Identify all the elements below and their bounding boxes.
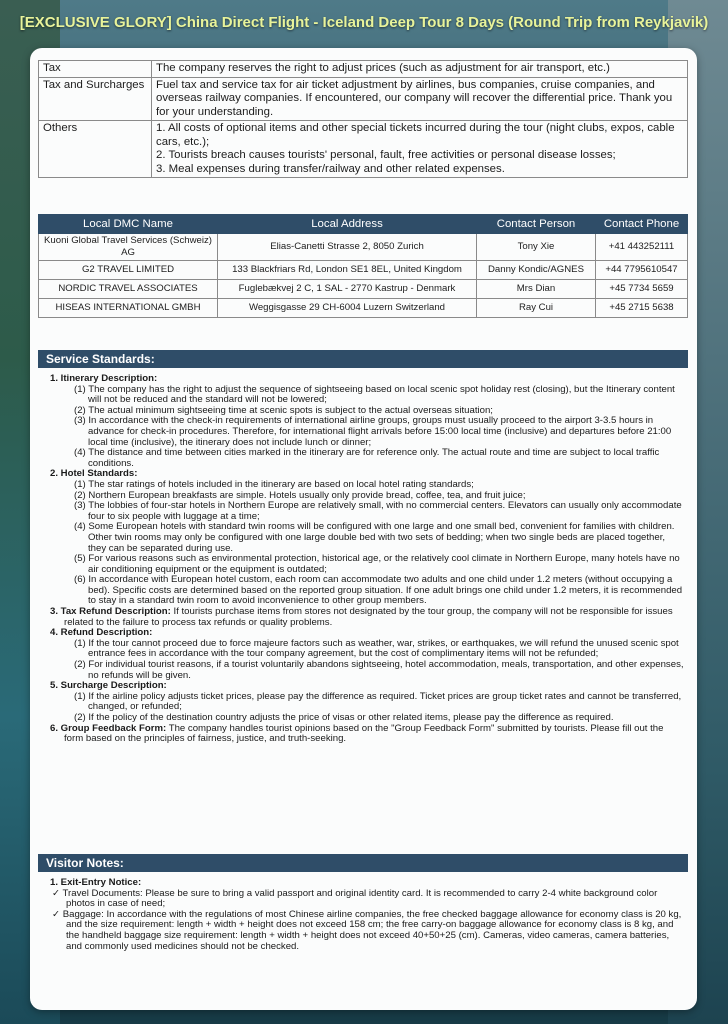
table-row [39,280,688,299]
table-row [39,234,688,261]
feedback-paragraph: 6. Group Feedback Form: The company handles tourist opinions based on the "Group Feedback Form" submitted by tourists. Please fill out the form based on the principles of fairness, justice, and truth-seeking. [50,722,664,745]
table-row [39,299,688,318]
dmc-address: Weggisgasse 29 CH-6004 Luzern Switzerland [218,299,477,318]
table-row [39,121,688,178]
list-item: (5) For various reasons such as environmental protection, historical age, or the relatively cool climate in Northern Europe, many hotels have no air conditioning equipment or the equipment is outdated; [74,553,680,575]
document-panel [30,48,697,1010]
list-item: (1) The star ratings of hotels included in the itinerary are based on local hotel rating standards; [74,478,474,490]
service-standards-heading: Service Standards: [38,350,688,368]
section-heading: 1. Exit-Entry Notice: [50,877,142,888]
fee-value: Fuel tax and service tax for air ticket adjustment by airlines, bus companies, cruise companies, and overseas railway companies. If encountered, our company will recover the differential price. Thank you for your understanding. [152,77,688,121]
list-item: (1) The company has the right to adjust the sequence of sightseeing based on local scenic spot holiday rest (closing), but the Itinerary content will not be reduced and the standard will not be lowered; [74,383,675,406]
service-standards-body [44,374,684,745]
col-header-address: Local Address [218,215,477,234]
section-heading: 4. Refund Description: [50,627,153,639]
table-row [39,261,688,280]
list-item: (1) If the airline policy adjusts ticket prices, please pay the difference as required. Ticket prices are group ticket rates and cannot be transferred, changed, or refunded; [74,690,682,713]
section-heading: 3. Tax Refund Description: [50,606,171,618]
fees-table [38,60,688,178]
dmc-person: Mrs Dian [477,280,596,299]
col-header-name: Local DMC Name [39,215,218,234]
list-item: (2) The actual minimum sightseeing time at scenic spots is subject to the actual overseas situation; [74,404,493,416]
table-row [39,61,688,78]
section-heading: 2. Hotel Standards: [50,468,138,480]
fee-key: Tax and Surcharges [39,77,152,121]
checkmark-icon: ✓ [52,908,61,920]
dmc-phone: +41 443252111 [596,234,688,261]
list-item: ✓ Baggage: In accordance with the regulations of most Chinese airline companies, the free checked baggage allowance for economy class is 20 kg, and the size requirement: length + width + height does not exceed 158 cm; the free carry-on baggage allowance for economy class is 8 kg, and the handheld baggage size requirement: length + width + height does not exceed 40+50+25 (cm). Cameras, video cameras, camera batteries, and commonly used medicines should not be checked. [52,908,682,952]
list-item: (3) In accordance with the check-in requirements of international airline groups, groups must usually proceed to the airport 3-3.5 hours in advance for check-in procedures. Therefore, for international flight arrivals before 15:00 local time (inclusive) and departures before 21:00 local time (inclusive), the itinerary does not include lunch or dinner; [74,415,672,448]
dmc-person: Ray Cui [477,299,596,318]
dmc-address: Fuglebækvej 2 C, 1 SAL - 2770 Kastrup - Denmark [218,280,477,299]
dmc-phone: +44 7795610547 [596,261,688,280]
list-item: (3) The lobbies of four-star hotels in Northern Europe are relatively small, with no commercial centers. Elevators can usually only accommodate four to six people with luggage at a time; [74,500,682,522]
dmc-person: Danny Kondic/AGNES [477,261,596,280]
dmc-table [38,214,688,318]
dmc-phone: +45 7734 5659 [596,280,688,299]
list-item: (4) Some European hotels with standard twin rooms will be configured with one large and one small bed, convenient for families with children. Other twin rooms may only be configured with one large double bed with two sets of bedding; when two single beds are placed together, they can be separated during use. [74,521,675,554]
list-item: (6) In accordance with European hotel custom, each room can accommodate two adults and one child under 1.2 meters (without occupying a bed). Specific costs are determined based on the reported group situation. If one adult brings one child under 1.2 meters, it is recommended to stay in a standard twin room to avoid inconvenience to other group members. [74,574,683,607]
col-header-phone: Contact Phone [596,215,688,234]
dmc-name: HISEAS INTERNATIONAL GMBH [39,299,218,318]
dmc-phone: +45 2715 5638 [596,299,688,318]
list-item: (2) Northern European breakfasts are simple. Hotels usually only provide bread, coffee, tea, and fruit juice; [74,489,526,501]
table-row [39,77,688,121]
table-header-row [39,215,688,234]
dmc-address: Elias-Canetti Strasse 2, 8050 Zurich [218,234,477,261]
dmc-person: Tony Xie [477,234,596,261]
visitor-notes-body [44,878,684,952]
checkmark-icon: ✓ [52,887,61,899]
list-item: (2) For individual tourist reasons, if a tourist voluntarily abandons sightseeing, hotel accommodation, meals, transportation, and other expenses, no refunds will be given. [74,659,684,681]
fee-value: 1. All costs of optional items and other special tickets incurred during the tour (night clubs, expos, cable cars, etc.); 2. Tourists breach causes tourists' personal, fault, free activities or personal disease losses; 3. Meal expenses during transfer/railway and other related expenses. [152,121,688,178]
fee-key: Others [39,121,152,178]
dmc-name: Kuoni Global Travel Services (Schweiz) AG [39,234,218,261]
col-header-person: Contact Person [477,215,596,234]
visitor-notes-heading: Visitor Notes: [38,854,688,872]
fee-key: Tax [39,61,152,78]
section-heading: 6. Group Feedback Form: [50,722,167,734]
section-heading: 5. Surcharge Description: [50,680,167,692]
dmc-address: 133 Blackfriars Rd, London SE1 8EL, United Kingdom [218,261,477,280]
dmc-name: G2 TRAVEL LIMITED [39,261,218,280]
dmc-name: NORDIC TRAVEL ASSOCIATES [39,280,218,299]
list-item: (1) If the tour cannot proceed due to force majeure factors such as weather, war, strikes, or earthquakes, we will refund the unused scenic spot entrance fees in accordance with the tour company agreement, but the cost of complimentary items will not be refunded; [74,637,679,660]
section-heading: 1. Itinerary Description: [50,373,158,384]
fee-value: The company reserves the right to adjust prices (such as adjustment for air transport, etc.) [152,61,688,78]
list-item: (2) If the policy of the destination country adjusts the price of visas or other related items, please pay the difference as required. [74,712,614,723]
tax-refund-paragraph: 3. Tax Refund Description: If tourists purchase items from stores not designated by the tour group, the company will not be responsible for issues related to the failure to process tax refunds or quality problems. [50,606,673,628]
list-item: ✓ Travel Documents: Please be sure to bring a valid passport and original identity card. It is recommended to carry 2-4 white background color photos in case of need; [52,887,658,910]
list-item: (4) The distance and time between cities marked in the itinerary are for reference only. The actual route and time are subject to local traffic conditions. [74,447,660,469]
page-title: [EXCLUSIVE GLORY] China Direct Flight - Iceland Deep Tour 8 Days (Round Trip from Reykjavik) [19,13,709,31]
